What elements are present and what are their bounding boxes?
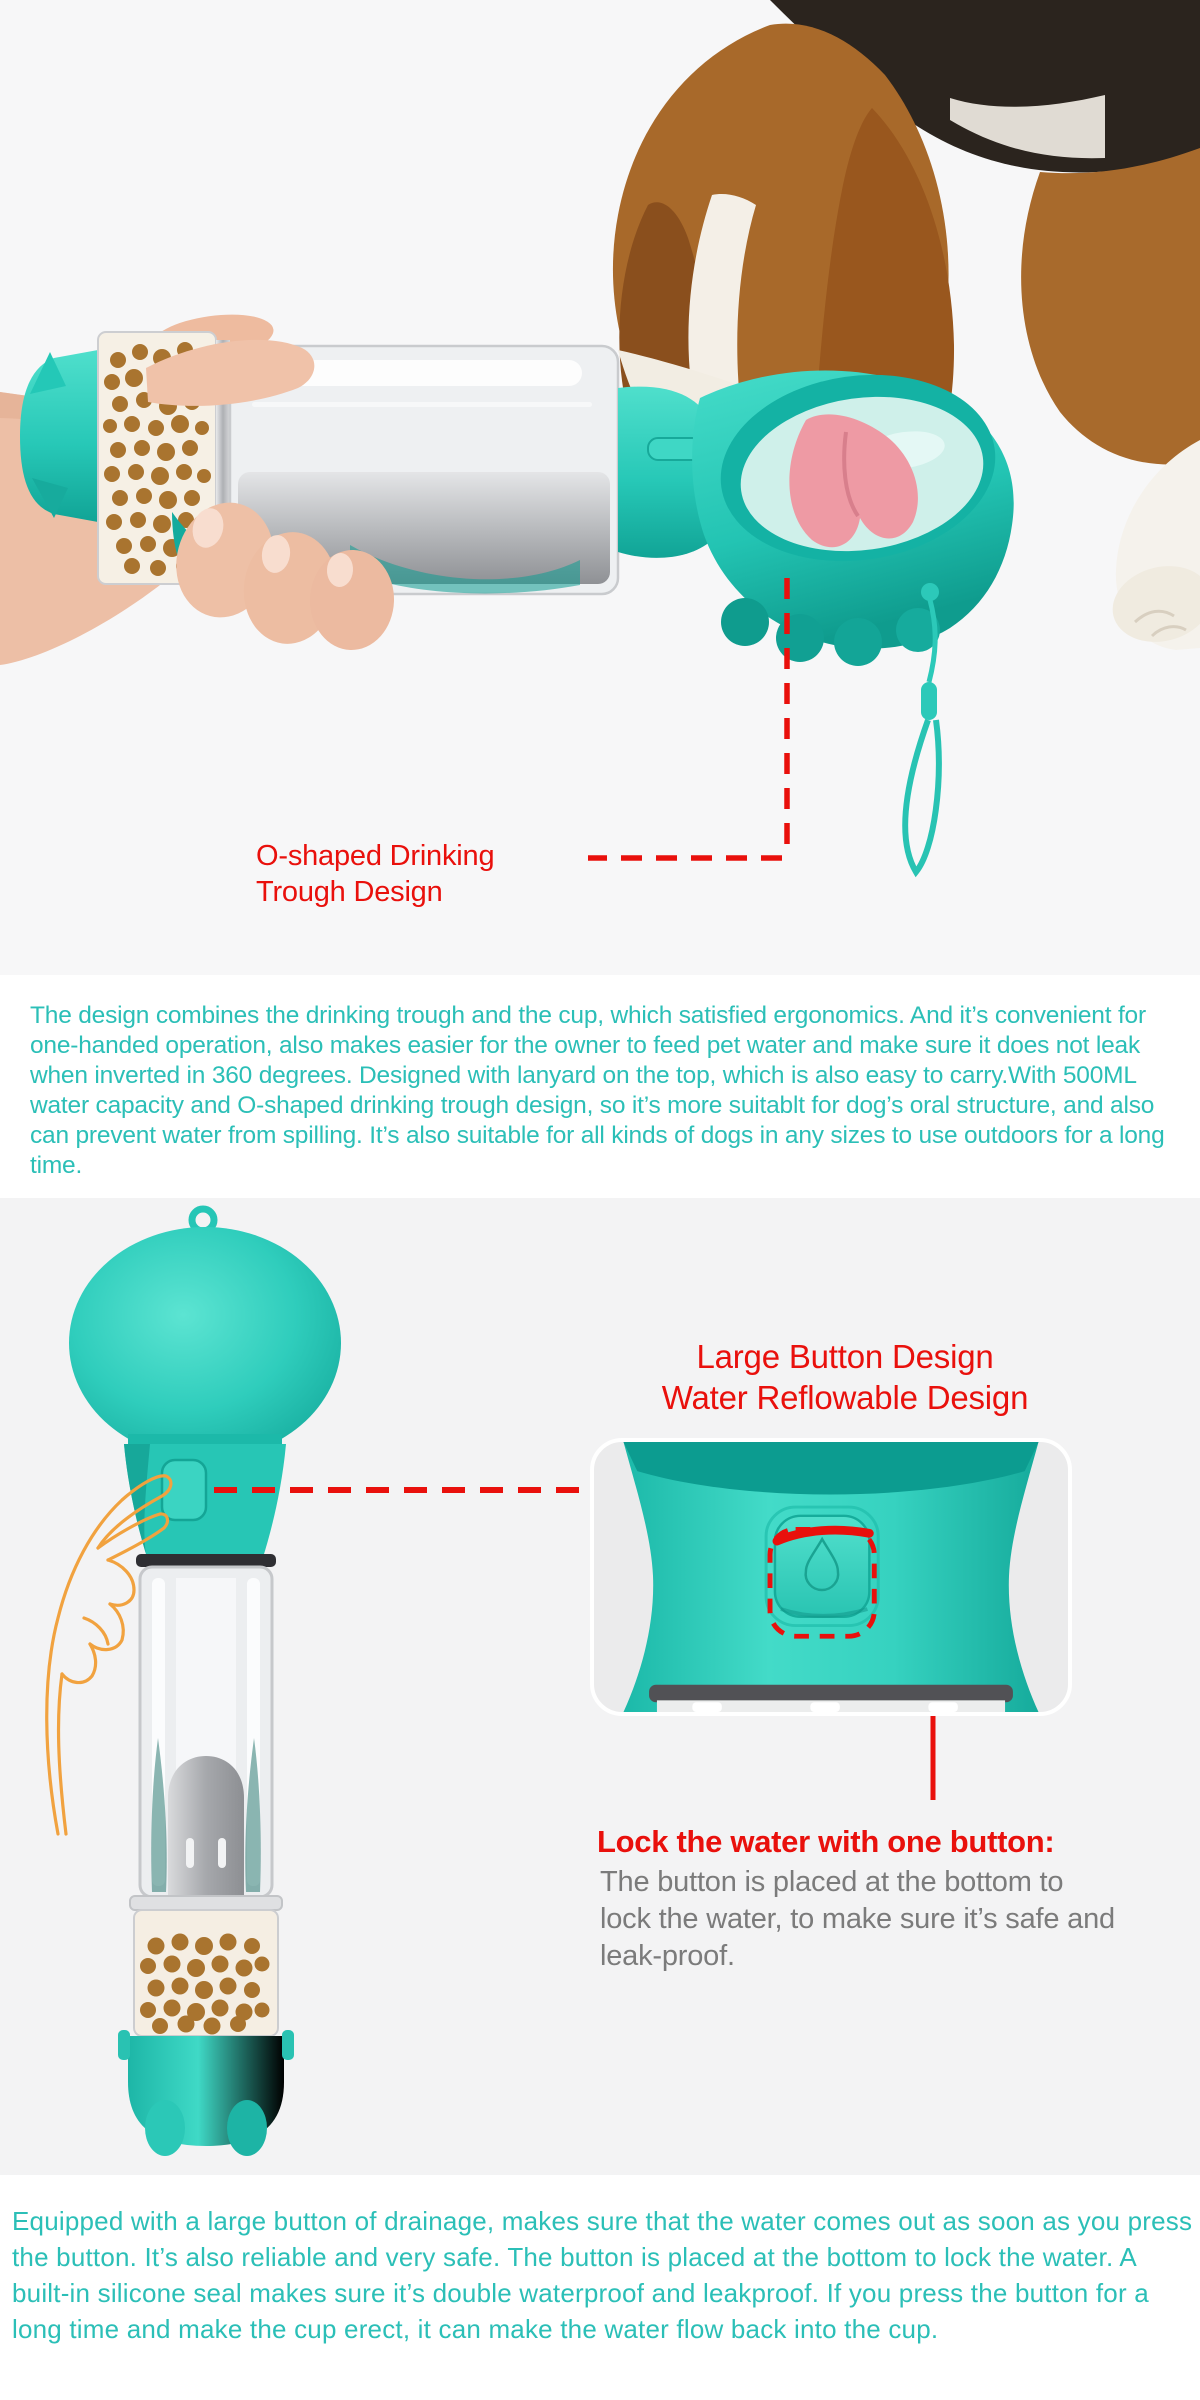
scoop-head: [69, 1227, 341, 1459]
hero-photo: [0, 0, 1200, 975]
trough-design-callout: [256, 838, 596, 910]
kibble-chamber: [134, 1910, 278, 2036]
lock-feature-title: Lock the water with one button:: [597, 1824, 1055, 1859]
callout-line-1: O-shaped Drinking: [256, 840, 495, 872]
pet-bottle-vertical: [69, 1209, 341, 2156]
hero-photo-section: [0, 0, 1200, 975]
button-closeup-photo: [594, 1442, 1068, 1712]
outro-paragraph: Equipped with a large button of drainage, makes sure that the water comes out as soon as you press the button. It’s also reliable and very safe. The button is placed at the bottom to lock the water. A built-in silicone seal makes sure it’s double waterproof and leakproof. If you press the button for a long time and make the cup erect, it can make the water flow back into the cup.: [12, 2206, 1193, 2344]
seal-ring: [136, 1554, 276, 1567]
feature-heading-line-1: Large Button Design: [696, 1338, 994, 1375]
feature-heading-line-2: Water Reflowable Design: [661, 1379, 1029, 1416]
lock-button: [766, 1507, 878, 1625]
callout-line-2: Trough Design: [256, 876, 443, 908]
bottle-base: [118, 2030, 294, 2156]
steel-straw: [168, 1756, 244, 1896]
lock-feature-body: The button is placed at the bottom to lock the water, to make sure it’s safe and leak-proof.: [600, 1866, 1115, 1972]
intro-paragraph: The design combines the drinking trough and the cup, which satisfied ergonomics. And it’s convenient for one-handed operation, also makes easier for the owner to feed pet water and make sure it does not leak when inverted in 360 degrees. Designed with lanyard on the top, which is also easy to carry.With 500ML water capacity and O-shaped drinking trough design, so it’s more suitablt for dog’s oral structure, and also can prevent water from spilling. It’s also suitable for all kinds of dogs in any sizes to use outdoors for a long time.: [30, 1002, 1165, 1179]
button-closeup-card: [590, 1438, 1072, 1716]
clear-water-tube: [140, 1567, 272, 1897]
feature-heading: [605, 1336, 1085, 1418]
